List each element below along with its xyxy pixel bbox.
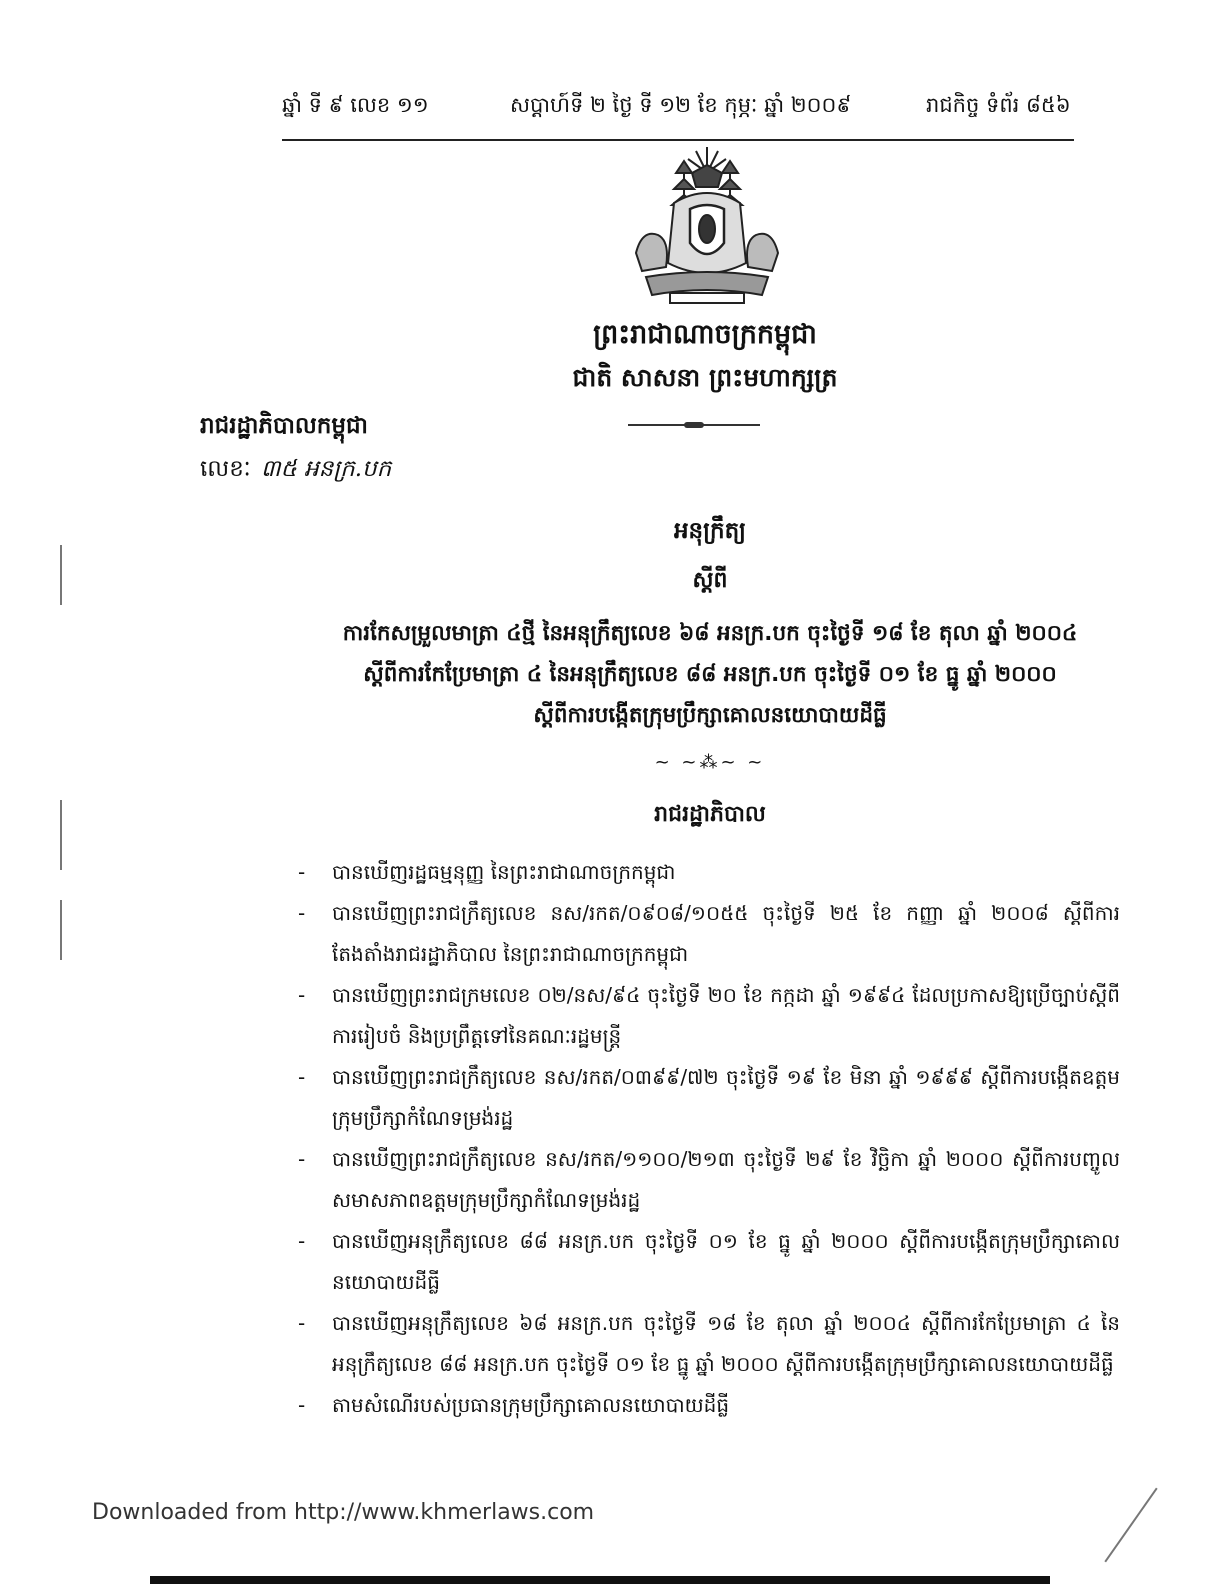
header-rule — [282, 139, 1074, 141]
number-label: លេខៈ — [200, 456, 251, 482]
scan-artifact — [60, 545, 62, 605]
scan-edge-bar — [150, 1576, 1050, 1584]
scan-artifact — [60, 900, 62, 960]
national-motto: ជាតិ សាសនា ព្រះមហាក្សត្រ — [572, 363, 838, 392]
gazette-date: សប្តាហ៍ទី ២ ថ្ងៃ ទី ១២ ខែ កុម្ភៈ ឆ្នាំ ២០០៩ — [510, 93, 852, 117]
list-item: - បានឃើញរដ្ឋធម្មនុញ្ញ នៃព្រះរាជាណាចក្រកម្ពុជា — [290, 852, 1120, 893]
list-item: - បានឃើញអនុក្រឹត្យលេខ ៦៨ អនក្រ.បក ចុះថ្ងៃទី ១៨ ខែ តុលា ឆ្នាំ ២០០៤ ស្តីពីការកែប្រែមាត្រា ៤ នៃអនុក្រឹត្យលេខ ៨៨ អនក្រ.បក ចុះថ្ងៃទី ០១ ខែ ធ្នូ ឆ្នាំ ២០០០ ស្តីពីការបង្កើតក្រុមប្រឹក្សាគោលនយោបាយដីធ្លី — [290, 1303, 1120, 1385]
list-item: - បានឃើញព្រះរាជក្រឹត្យលេខ នស/រកត/០៣៩៩/៧២ ចុះថ្ងៃទី ១៩ ខែ មិនា ឆ្នាំ ១៩៩៩ ស្តីពីការបង្កើតឧត្តមក្រុមប្រឹក្សាកំណែទម្រង់រដ្ឋ — [290, 1057, 1120, 1139]
scan-artifact — [1104, 1488, 1157, 1563]
royal-coat-of-arms-icon — [626, 143, 788, 309]
list-item: - បានឃើញអនុក្រឹត្យលេខ ៨៨ អនក្រ.បក ចុះថ្ងៃទី ០១ ខែ ធ្នូ ឆ្នាំ ២០០០ ស្តីពីការបង្កើតក្រុមប្រឹក្សាគោលនយោបាយដីធ្លី — [290, 1221, 1120, 1303]
gazette-page: រាជកិច្ច ទំព័រ ៨៥៦ — [926, 93, 1071, 117]
list-item: - បានឃើញព្រះរាជក្រមលេខ ០២/នស/៩៤ ចុះថ្ងៃទី ២០ ខែ កក្កដា ឆ្នាំ ១៩៩៤ ដែលប្រកាសឱ្យប្រើច្បាប់ស្តីពីការរៀបចំ និងប្រព្រឹត្តទៅនៃគណៈរដ្ឋមន្ត្រី — [290, 975, 1120, 1057]
ornament-divider: ~ ~⁂~ ~ — [654, 752, 766, 773]
list-item: - តាមសំណើរបស់ប្រធានក្រុមប្រឹក្សាគោលនយោបាយដីធ្លី — [290, 1385, 1120, 1426]
subject-line-1: ការកែសម្រួលមាត្រា ៤ថ្មី នៃអនុក្រឹត្យលេខ ៦៨ អនក្រ.បក ចុះថ្ងៃទី ១៨ ខែ តុលា ឆ្នាំ ២០០៤ — [342, 621, 1078, 646]
list-item: - បានឃើញព្រះរាជក្រឹត្យលេខ នស/រកត/១១០០/២១៣ ចុះថ្ងៃទី ២៩ ខែ វិច្ឆិកា ឆ្នាំ ២០០០ ស្តីពីការបញ្ចូលសមាសភាពឧត្តមក្រុមប្រឹក្សាកំណែទម្រង់រដ្ឋ — [290, 1139, 1120, 1221]
scan-artifact — [60, 800, 62, 870]
document-number — [200, 455, 391, 488]
kingdom-heading: ព្រះរាជាណាចក្រកម្ពុជា — [593, 319, 817, 350]
preamble-list — [290, 852, 1120, 1426]
gazette-year-issue: ឆ្នាំ ទី ៩ លេខ ១១ — [282, 93, 429, 117]
document-type: អនុក្រឹត្យ — [673, 518, 747, 544]
list-item: - បានឃើញព្រះរាជក្រឹត្យលេខ នស/រកត/០៩០៨/១០៥៥ ចុះថ្ងៃទី ២៥ ខែ កញ្ញា ឆ្នាំ ២០០៨ ស្តីពីការតែងតាំងរាជរដ្ឋាភិបាល នៃព្រះរាជាណាចក្រកម្ពុជា — [290, 893, 1120, 975]
motto-divider — [628, 424, 760, 426]
download-source-footer: Downloaded from http://www.khmerlaws.com — [92, 1500, 595, 1525]
issuing-government: រាជរដ្ឋាភិបាលកម្ពុជា — [200, 413, 368, 439]
subject-line-3: ស្តីពីការបង្កើតក្រុមប្រឹក្សាគោលនយោបាយដីធ្លី — [533, 703, 887, 728]
issuer-heading: រាជរដ្ឋាភិបាល — [654, 802, 766, 827]
about-label: ស្តីពី — [692, 568, 728, 593]
number-value: ៣៥ អនក្រ.បក — [260, 456, 392, 482]
subject-line-2: ស្តីពីការកែប្រែមាត្រា ៤ នៃអនុក្រឹត្យលេខ ៨៨ អនក្រ.បក ចុះថ្ងៃទី ០១ ខែ ធ្នូ ឆ្នាំ ២០០០ — [363, 662, 1057, 687]
